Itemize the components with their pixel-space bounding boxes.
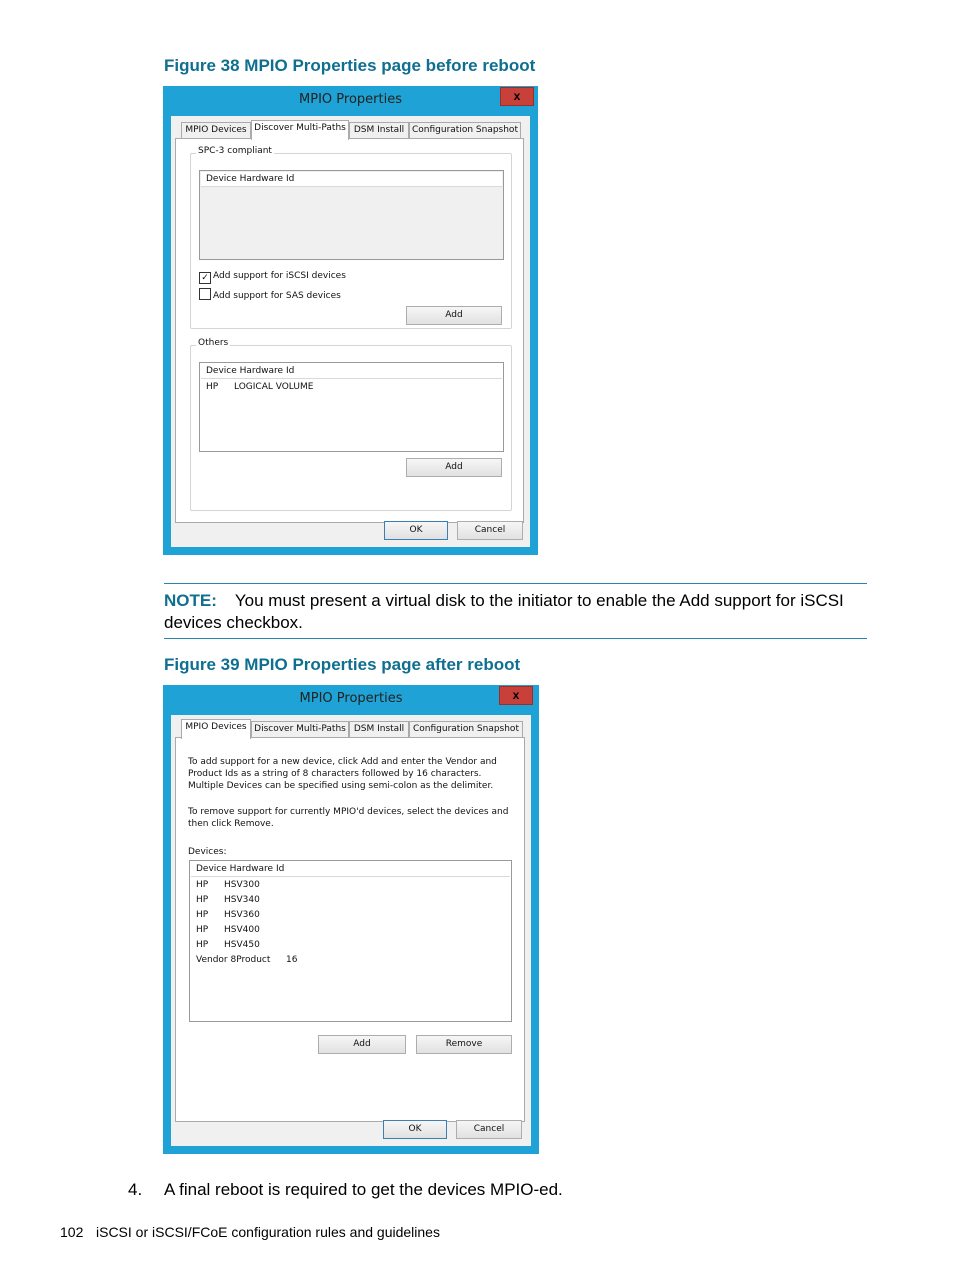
tab-panel — [175, 737, 525, 1122]
list-header: Device Hardware Id — [201, 172, 502, 187]
figure-38-caption: Figure 38 MPIO Properties page before reboot — [164, 56, 536, 75]
page-number: 102 — [60, 1224, 84, 1240]
tab-discover-multi-paths[interactable]: Discover Multi-Paths — [251, 120, 349, 140]
group-label: Others — [198, 338, 229, 348]
mpio-properties-dialog-before — [163, 86, 538, 555]
figure-39-caption: Figure 39 MPIO Properties page after reboot — [164, 655, 521, 674]
list-item[interactable]: HP HSV340 — [196, 895, 260, 905]
devices-list[interactable] — [189, 860, 512, 1022]
dialog-body — [171, 715, 531, 1146]
tab-dsm-install[interactable]: DSM Install — [349, 721, 409, 738]
list-item[interactable]: HP HSV450 — [196, 940, 260, 950]
remove-button[interactable]: Remove — [416, 1035, 512, 1054]
tab-panel — [175, 138, 524, 523]
checkbox-label: Add support for iSCSI devices — [213, 271, 346, 281]
step-text: A final reboot is required to get the devices MPIO-ed. — [164, 1180, 563, 1199]
close-icon[interactable]: x — [500, 87, 534, 106]
list-item[interactable]: Vendor 8Product 16 — [196, 955, 298, 965]
tab-discover-multi-paths[interactable]: Discover Multi-Paths — [251, 721, 349, 738]
dialog-body — [171, 116, 530, 547]
list-item[interactable]: HP HSV300 — [196, 880, 260, 890]
tab-dsm-install[interactable]: DSM Install — [349, 122, 409, 139]
dialog-title: MPIO Properties — [299, 691, 403, 706]
spc3-compliant-group — [190, 146, 512, 329]
list-item[interactable]: HP HSV400 — [196, 925, 260, 935]
add-button[interactable]: Add — [318, 1035, 406, 1054]
footer-text: iSCSI or iSCSI/FCoE configuration rules and guidelines — [96, 1224, 440, 1240]
sas-checkbox[interactable] — [199, 288, 211, 300]
others-device-list[interactable] — [199, 362, 504, 452]
list-item[interactable]: HP LOGICAL VOLUME — [206, 382, 314, 392]
mpio-properties-dialog-after — [163, 685, 539, 1154]
note-label: NOTE: — [164, 591, 217, 610]
instructions-remove: To remove support for currently MPIO'd devices, select the devices and then click Remove. — [188, 807, 509, 829]
note-bottom-rule — [164, 638, 867, 639]
checkbox-label: Add support for SAS devices — [213, 291, 341, 301]
iscsi-checkbox[interactable]: ✓ — [199, 272, 211, 284]
others-group — [190, 338, 512, 511]
devices-label: Devices: — [188, 847, 227, 857]
list-header: Device Hardware Id — [191, 862, 510, 877]
note-top-rule — [164, 583, 867, 584]
others-add-button[interactable]: Add — [406, 458, 502, 477]
spc3-device-list[interactable] — [199, 170, 504, 260]
instructions-add: To add support for a new device, click Add and enter the Vendor and Product Ids as a string of 8 characters followed by 16 characters. Multiple Devices can be specified using semi-colon as the delimiter. — [188, 757, 497, 791]
tab-configuration-snapshot[interactable]: Configuration Snapshot — [409, 721, 523, 738]
note-text: You must present a virtual disk to the initiator to enable the Add support for iSCSI devices checkbox. — [164, 591, 844, 632]
iscsi-checkbox-row[interactable] — [199, 270, 346, 284]
tab-mpio-devices[interactable]: MPIO Devices — [181, 122, 251, 139]
list-header: Device Hardware Id — [201, 364, 502, 379]
step-number: 4. — [128, 1180, 143, 1199]
cancel-button[interactable]: Cancel — [457, 521, 523, 540]
tab-configuration-snapshot[interactable]: Configuration Snapshot — [409, 122, 521, 139]
sas-checkbox-row[interactable] — [199, 288, 341, 302]
group-label: SPC-3 compliant — [198, 146, 272, 156]
spc3-add-button[interactable]: Add — [406, 306, 502, 325]
list-item[interactable]: HP HSV360 — [196, 910, 260, 920]
dialog-title: MPIO Properties — [299, 92, 402, 107]
ok-button[interactable]: OK — [383, 1120, 447, 1139]
ok-button[interactable]: OK — [384, 521, 448, 540]
note — [164, 590, 864, 634]
cancel-button[interactable]: Cancel — [456, 1120, 522, 1139]
tab-mpio-devices[interactable]: MPIO Devices — [181, 719, 251, 739]
close-icon[interactable]: x — [499, 686, 533, 705]
